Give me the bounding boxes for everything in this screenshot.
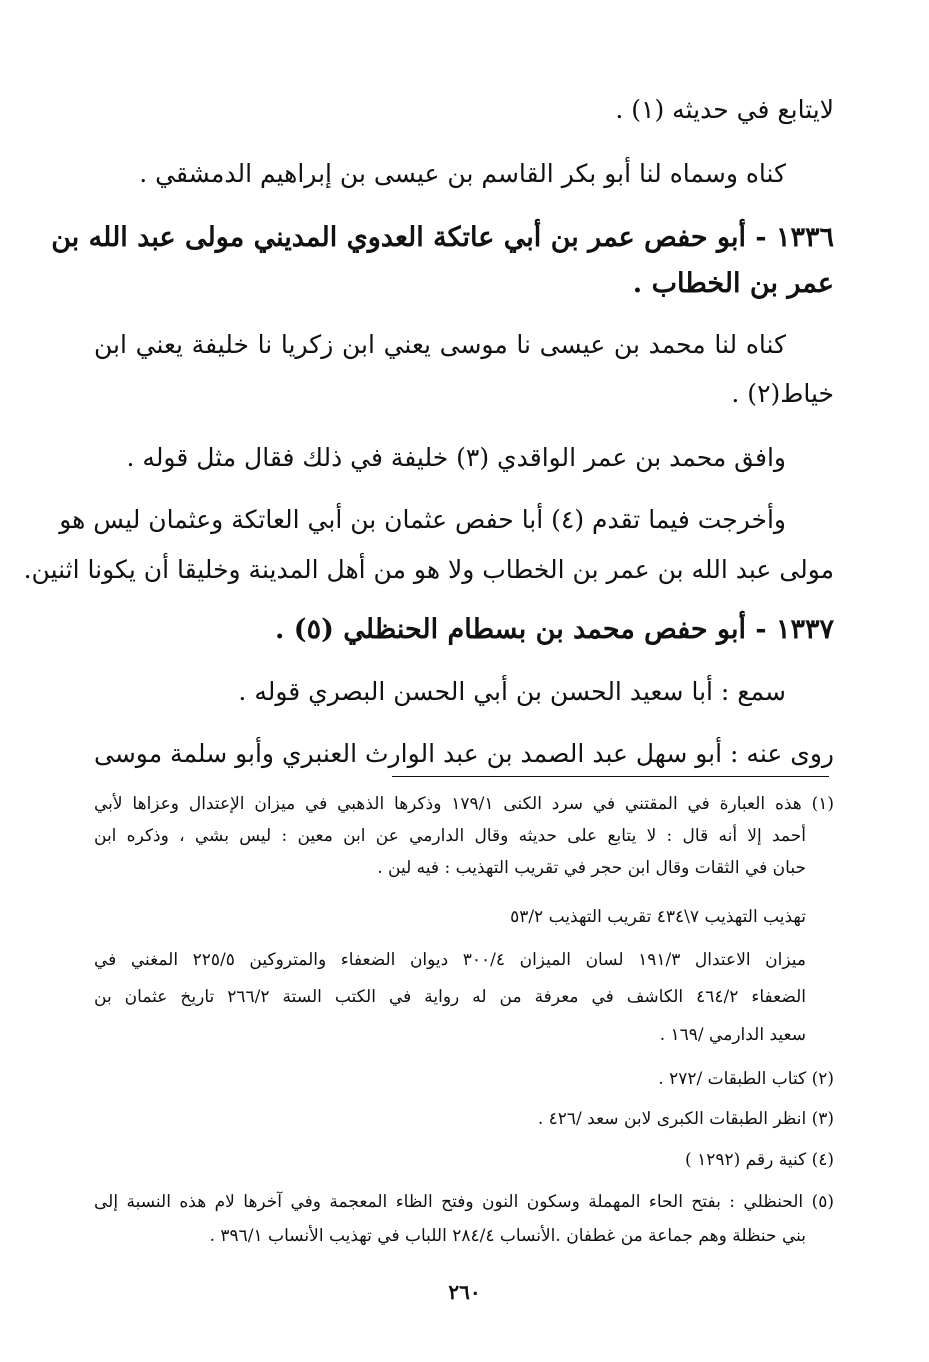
footnote-line: سعيد الدارمي /١٦٩ .: [659, 1025, 806, 1045]
footnote-line: (١) هذه العبارة في المقتني في سرد الكنى ١٧٩/١ وذكرها الذهبي في ميزان الإعتدال وعزاها لأبي: [94, 794, 834, 814]
body-line: روى عنه : أبو سهل عبد الصمد بن عبد الوارث العنبري وأبو سلمة موسى: [94, 739, 834, 768]
body-line: كناه لنا محمد بن عيسى نا موسى يعني ابن زكريا نا خليفة يعني ابن: [94, 330, 786, 359]
body-line: وأخرجت فيما تقدم (٤) أبا حفص عثمان بن أبي العاتكة وعثمان ليس هو: [59, 505, 786, 534]
body-line: مولى عبد الله بن عمر بن الخطاب ولا هو من أهل المدينة وخليقا أن يكونا اثنين.: [23, 555, 834, 584]
footnote-line: (٢) كتاب الطبقات /٢٧٢ .: [658, 1069, 834, 1089]
footnote-line: تهذيب التهذيب ٧\٤٣٤ تقريب التهذيب ٥٣/٢: [510, 907, 806, 927]
footnote-line: بني حنظلة وهم جماعة من غطفان .الأنساب ٢٨٤/٤ اللباب في تهذيب الأنساب ٣٩٦/١ .: [209, 1226, 806, 1246]
footnote-line: (٣) انظر الطبقات الكبرى لابن سعد /٤٢٦ .: [537, 1109, 834, 1129]
body-line: وافق محمد بن عمر الواقدي (٣) خليفة في ذلك فقال مثل قوله .: [126, 443, 786, 472]
entry-heading-1336-cont: عمر بن الخطاب .: [632, 268, 834, 299]
body-line: خياط(٢) .: [731, 379, 834, 408]
footnote-line: (٥) الحنظلي : بفتح الحاء المهملة وسكون النون وفتح الظاء المعجمة وفي آخرها لام هذه النسبة إلى: [94, 1192, 834, 1212]
entry-heading-1336: ١٣٣٦ - أبو حفص عمر بن أبي عاتكة العدوي المديني مولى عبد الله بن: [51, 222, 834, 253]
body-line: كناه وسماه لنا أبو بكر القاسم بن عيسى بن إبراهيم الدمشقي .: [139, 159, 786, 188]
footnote-separator: [392, 776, 829, 777]
body-line: سمع : أبا سعيد الحسن بن أبي الحسن البصري قوله .: [238, 677, 786, 706]
footnote-line: حبان في الثقات وقال ابن حجر في تقريب التهذيب : فيه لين .: [377, 858, 806, 878]
body-line: لايتابع في حديثه (١) .: [615, 95, 834, 124]
page-number: ٢٦٠: [448, 1280, 481, 1304]
footnote-line: أحمد إلا أنه قال : لا يتابع على حديثه وقال الدارمي عن ابن معين : ليس بشي ، وذكره ابن: [94, 826, 806, 846]
footnote-line: ميزان الاعتدال ١٩١/٣ لسان الميزان ٣٠٠/٤ ديوان الضعفاء والمتروكين ٢٢٥/٥ المغني في: [94, 950, 806, 970]
entry-heading-1337: ١٣٣٧ - أبو حفص محمد بن بسطام الحنظلي (٥) .: [274, 614, 834, 645]
footnote-line: (٤) كنية رقم (١٢٩٢ ): [685, 1150, 834, 1170]
footnote-line: الضعفاء ٤٦٤/٢ الكاشف في معرفة من له رواية في الكتب الستة ٢٦٦/٢ تاريخ عثمان بن: [94, 987, 806, 1007]
